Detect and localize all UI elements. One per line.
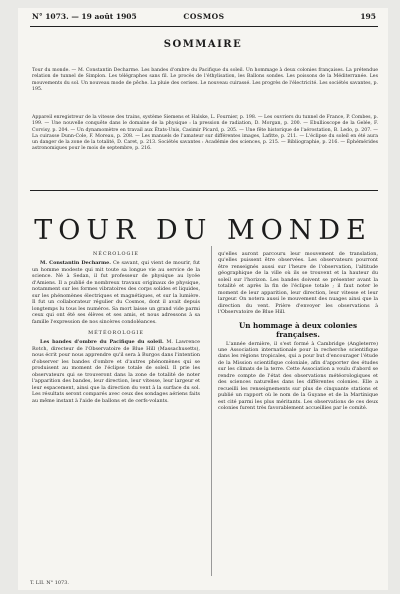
right-column: [218, 251, 378, 412]
sommaire-title: SOMMAIRE: [163, 39, 243, 50]
running-header: [30, 12, 378, 24]
obituary-lead: M. Constantin Decharme.: [40, 260, 111, 267]
meteo-paragraph: [32, 339, 200, 404]
obituary-paragraph: [32, 260, 200, 325]
obituary-text: Ce savant, qui vient de mourir, fut un homme modeste qui mit toute sa longue vie au service de la science. Né à Sedan, il fut professeur de physique au lycée d'Amiens. Il a publié de nombreux travaux originaux de physique, notamment sur les formes vibratoires des corps solides et liquides, sur les phénomènes électriques et magnétiques, et sur la lumière. Il fut un collaborateur régulier du Cosmos, dont il avait depuis longtemps lu tous les numéros. Sa mort laisse un grand vide parmi ceux qui ont été ses élèves et ses amis, et nous adressons à sa famille l'expression de nos sincères condoléances.: [32, 260, 201, 325]
necrology-kicker: NÉCROLOGIE: [93, 251, 139, 257]
continued-paragraph: qu'elles auront parcouru leur mouvement de translation, qu'elles puissent être observées. Les observateurs pourront être renseignés aussi sur l'heure de l'observation, l'altitude géographique de la ville où ils se trouvent et la hauteur du soleil sur l'horizon. Les bandes doivent se présenter avant la totalité et après la fin de l'éclipse totale ; il faut noter le moment de leur apparition, leur direction, leur vitesse et leur largeur. On notera aussi le mouvement des nuages ainsi que la direction du vent. Prière d'envoyer les observations à l'Observatoire de Blue Hill.: [218, 251, 378, 316]
homage-heading: Un hommage à deux colonies françaises.: [238, 320, 358, 339]
column-divider: [211, 246, 212, 576]
header-rule: [30, 26, 378, 27]
journal-name: COSMOS: [183, 12, 225, 21]
homage-paragraph: L'année dernière, il s'est formé à Cambridge (Angleterre) une Association internationale pour la recherche scientifique dans les régions tropicales, qui a pour but d'encourager l'étude de la Mission scientifique coloniale, afin d'apporter des études sur les climats de la terre. Cette Association a voulu d'abord se rendre compte de l'état des observations météorologiques et des sciences naturelles dans les différentes colonies. Elle a recueilli les renseignements sur plus de cinquante stations et publié un rapport où le nom de la Guyane et de la Martinique est cité parmi les plus méritants. Les observations de ces deux colonies furent très favorablement accueillies par le comité.: [218, 340, 378, 412]
volume-footer: T. LII. N° 1073.: [30, 580, 70, 586]
left-column: [32, 251, 200, 404]
meteo-text: M. Lawrence Rotch, directeur de l'Observatoire de Blue Hill (Massachusetts), nous écrit pour nous apprendre qu'il sera à Burgos dans l'intention d'observer les bandes d'ombre et d'autres phénomènes qui se produisent au moment de l'éclipse totale de soleil. Il prie les observateurs qui se trouveront dans la zone de totalité de noter l'apparition des bandes, leur direction, leur vitesse, leur largeur et leur espacement, ainsi que la direction du vent à la surface du sol. Les résultats seront comparés avec ceux des sondages aériens faits au même instant à l'aide de ballons et de cerfs-volants.: [32, 339, 200, 404]
page-number: 195: [360, 12, 376, 21]
meteorology-kicker: MÉTÉOROLOGIE: [88, 329, 144, 336]
summary-paragraph-2: Appareil enregistreur de la vitesse des trains, système Siemens et Halske, L. Fournier, p. 198. — Les ouvriers du tunnel de France, P. Combes, p. 199. — Une nouvelle conquête dans le domaine de la physique : la pression de radiation, D. Morgan, p. 200. — Ebullioscope de la Gelée, F. Corvisy, p. 204. — Un dynamomètre en travail aux États-Unis, Casimir Picard, p. 205. — Une fête historique de l'aérostation, B. Ledo, p. 207. — La cuirasse Dunn-Cole, F. Moreau, p. 208. — Les manuels de l'amateur sur différentes images, Lafitte, p. 211. — L'éclipse du soleil en été aura un danger de la zone de la totalité, D. Caret, p. 213. Sociétés savantes : Académie des sciences, p. 215. — Bibliographie, p. 216. — Éphémérides astronomiques pour le mois de septembre, p. 216.: [32, 115, 378, 152]
summary-rule: [30, 190, 378, 191]
issue-number: N° 1073. — 19 août 1905: [32, 12, 137, 21]
document-page: [18, 8, 388, 590]
summary-paragraph-1: Tour du monde. — M. Constantin Decharme. Les bandes d'ombre du Pacifique du soleil. Un hommage à deux colonies françaises. La prétendue relation de tunnel de Simplon. Les télégraphes sans fil. Le procès de l'éthylisation, les Ballons sondes. Les poissons de la Méditerranée. Les mouvements du sol. Un nouveau mode de pêche. La pluie des cerises. Le nouveau cuirassé. Les progrès de l'électricité. Les sociétés savantes, p. 195.: [32, 68, 378, 92]
section-title: TOUR DU MONDE: [34, 215, 372, 246]
meteo-lead: Les bandes d'ombre du Pacifique du soleil.: [40, 339, 164, 346]
